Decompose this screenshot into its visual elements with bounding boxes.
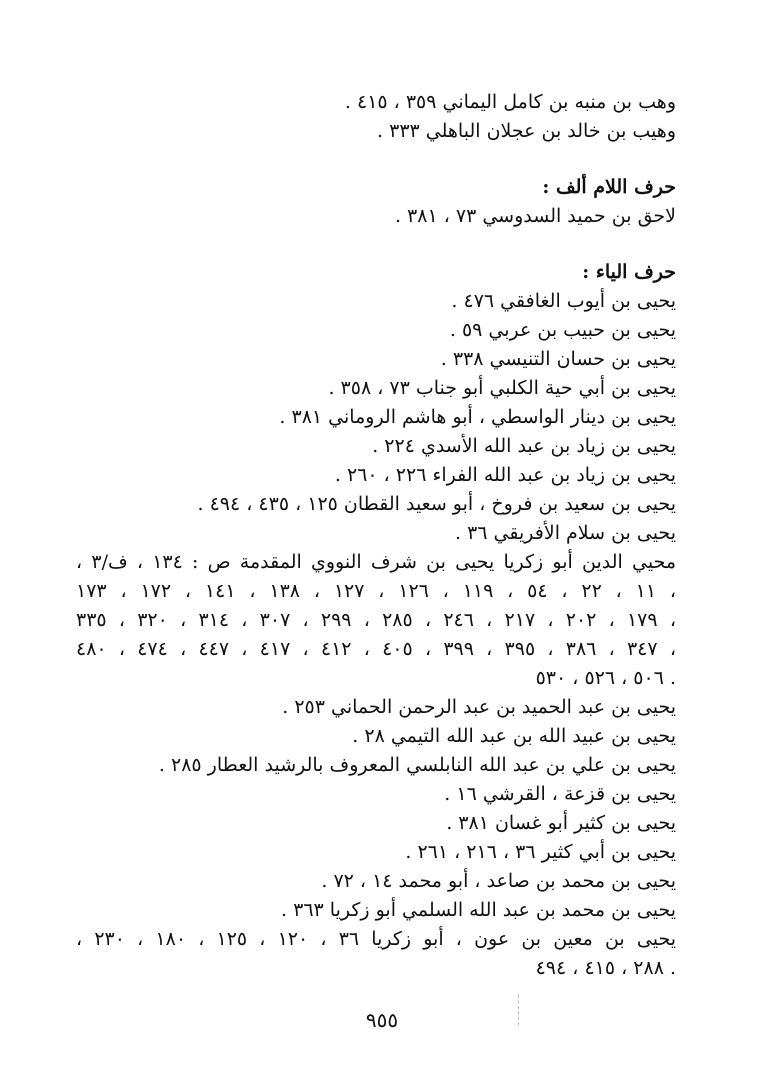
index-entry: وهيب بن خالد بن عجلان الباهلي ٣٣٣ . xyxy=(377,120,676,142)
index-entry: يحيى بن قزعة ، القرشي ١٦ . xyxy=(444,783,676,805)
section-ya xyxy=(76,258,676,983)
index-entry: يحيى بن عبد الحميد بن عبد الرحمن الحماني ٢٥٣ . xyxy=(282,696,676,718)
index-entry: يحيى بن أيوب الغافقي ٤٧٦ . xyxy=(451,290,676,312)
index-entry: يحيى بن زياد بن عبد الله الفراء ٢٢٦ ، ٢٦٠ . xyxy=(334,464,676,486)
index-entry-continued: محيي الدين أبو زكريا يحيى بن شرف النووي المقدمة ص : ١٣٤ ، ف/٣ ، xyxy=(76,551,677,573)
index-entry: وهب بن منبه بن كامل اليماني ٣٥٩ ، ٤١٥ . xyxy=(344,91,676,113)
index-entry-continued: ٥٠٦ ، ٥٢٦ ، ٥٣٠ . xyxy=(535,667,676,689)
index-entry: يحيى بن كثير أبو غسان ٣٨١ . xyxy=(446,812,676,834)
index-entry-continued: ١١ ، ٢٢ ، ٥٤ ، ١١٩ ، ١٢٦ ، ١٢٧ ، ١٣٨ ، ١٤١ ، ١٧٢ ، ١٧٣ ، xyxy=(76,580,677,602)
index-entry: يحيى بن محمد بن صاعد ، أبو محمد ١٤ ، ٧٢ . xyxy=(321,870,676,892)
section-waw xyxy=(76,88,676,146)
index-entry: يحيى بن حسان التنيسي ٣٣٨ . xyxy=(440,348,676,370)
index-entry: يحيى بن أبي كثير ٣٦ ، ٢١٦ ، ٢٦١ . xyxy=(405,841,676,863)
index-entry-continued: يحيى بن معين بن عون ، أبو زكريا ٣٦ ، ١٢٠ ، ١٢٥ ، ١٨٠ ، ٢٣٠ ، xyxy=(76,928,676,950)
index-entry: يحيى بن سلام الأفريقي ٣٦ . xyxy=(455,522,676,544)
section-heading: حرف الياء : xyxy=(582,261,676,283)
page-number: ٩٥٥ xyxy=(365,1008,399,1032)
index-entry: يحيى بن حبيب بن عربي ٥٩ . xyxy=(449,319,676,341)
index-entry-continued: ٢٨٨ ، ٤١٥ ، ٤٩٤ . xyxy=(535,957,676,979)
index-entry: يحيى بن سعيد بن فروخ ، أبو سعيد القطان ١٢٥ ، ٤٣٥ ، ٤٩٤ . xyxy=(197,493,676,515)
index-entry-continued: ١٧٩ ، ٢٠٢ ، ٢١٧ ، ٢٤٦ ، ٢٨٥ ، ٢٩٩ ، ٣٠٧ ، ٣١٤ ، ٣٢٠ ، ٣٣٥ ، xyxy=(76,609,676,631)
index-entry: يحيى بن عبيد الله بن عبد الله التيمي ٢٨ . xyxy=(352,725,676,747)
index-entry: يحيى بن علي بن عبد الله النابلسي المعروف بالرشيد العطار ٢٨٥ . xyxy=(158,754,676,776)
section-lam-alif xyxy=(76,173,676,231)
index-entry-continued: ٣٤٧ ، ٣٨٦ ، ٣٩٥ ، ٣٩٩ ، ٤٠٥ ، ٤١٢ ، ٤١٧ ، ٤٤٧ ، ٤٧٤ ، ٤٨٠ ، xyxy=(76,638,676,660)
index-entry: لاحق بن حميد السدوسي ٧٣ ، ٣٨١ . xyxy=(394,205,676,227)
index-entry: يحيى بن زياد بن عبد الله الأسدي ٢٢٤ . xyxy=(372,435,676,457)
section-heading: حرف اللام ألف : xyxy=(542,176,676,198)
index-entry: يحيى بن أبي حية الكلبي أبو جناب ٧٣ ، ٣٥٨ . xyxy=(328,377,676,399)
index-entry: يحيى بن محمد بن عبد الله السلمي أبو زكريا ٣٦٣ . xyxy=(281,899,676,921)
index-entry: يحيى بن دينار الواسطي ، أبو هاشم الروماني ٣٨١ . xyxy=(279,406,676,428)
